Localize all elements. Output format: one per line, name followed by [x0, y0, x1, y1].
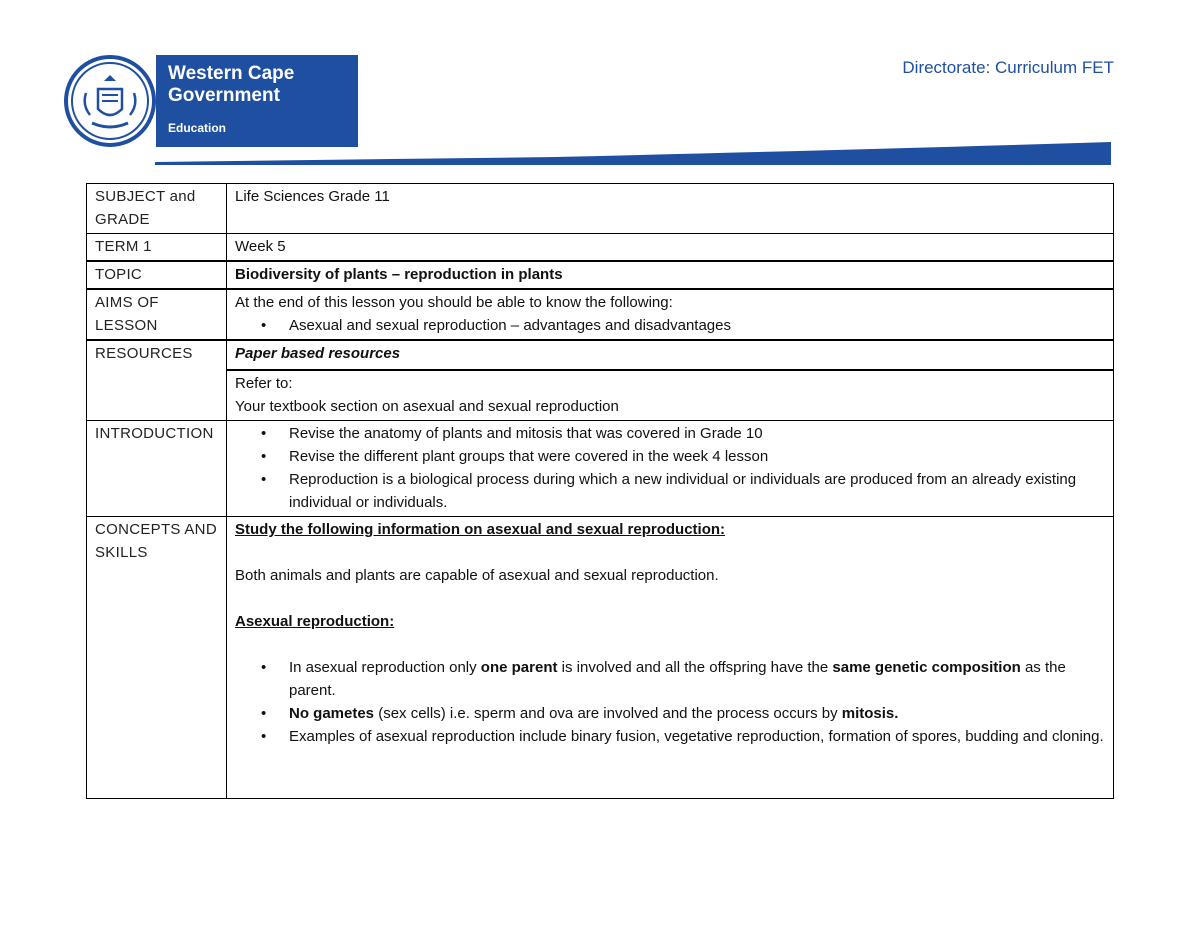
logo-line-3: Education: [168, 121, 227, 135]
resources-row: [87, 340, 1114, 370]
bold-text: same genetic composition: [832, 659, 1021, 676]
resources-detail: [227, 370, 1114, 421]
list-item: • Asexual and sexual reproduction – advantages and disadvantages: [289, 314, 1105, 337]
concepts-paragraph: Both animals and plants are capable of asexual and sexual reproduction.: [235, 567, 719, 584]
concepts-heading: Study the following information on asexual and sexual reproduction:: [235, 521, 726, 538]
topic-value: Biodiversity of plants – reproduction in plants: [227, 261, 1114, 289]
resources-text: Your textbook section on asexual and sexual reproduction: [235, 398, 619, 415]
term-value: Week 5: [227, 234, 1114, 262]
list-item: • Revise the anatomy of plants and mitosis that was covered in Grade 10: [289, 422, 1105, 445]
lesson-plan-table: [86, 183, 1114, 799]
subject-value: Life Sciences Grade 11: [227, 184, 1114, 234]
directorate-title: Directorate: Curriculum FET: [902, 58, 1114, 77]
list-item: • Reproduction is a biological process during which a new individual or individuals are produced from an already existing individual or individuals.: [289, 468, 1105, 514]
aims-label: AIMS OF LESSON: [87, 289, 227, 340]
list-item: [289, 702, 1105, 725]
topic-row: [87, 261, 1114, 289]
topic-label: TOPIC: [87, 261, 227, 289]
resources-label: RESOURCES: [87, 340, 227, 421]
introduction-label: INTRODUCTION: [87, 421, 227, 517]
resources-refer: Refer to:: [235, 375, 293, 392]
introduction-list: [235, 422, 1105, 514]
text-segment: In asexual reproduction only: [289, 659, 481, 676]
concepts-content: [227, 517, 1114, 799]
subject-label: SUBJECT and GRADE: [87, 184, 227, 234]
aims-intro: At the end of this lesson you should be able to know the following:: [235, 294, 673, 311]
logo-line-2: Government: [168, 85, 280, 106]
asexual-list: [235, 656, 1105, 748]
bold-text: mitosis.: [841, 705, 899, 722]
logo-text-panel: [156, 55, 358, 147]
bold-text: one parent: [480, 659, 558, 676]
term-label: TERM 1: [87, 234, 227, 262]
concepts-row: [87, 517, 1114, 799]
concepts-label: CONCEPTS AND SKILLS: [87, 517, 227, 799]
term-row: [87, 234, 1114, 262]
asexual-heading: Asexual reproduction:: [235, 613, 395, 630]
text-segment: as the parent.: [289, 659, 1066, 699]
coat-of-arms-icon: [64, 55, 156, 147]
bold-text: No gametes: [289, 705, 375, 722]
introduction-row: [87, 421, 1114, 517]
list-item: [289, 656, 1105, 702]
resources-detail-row: [87, 370, 1114, 421]
aims-row: [87, 289, 1114, 340]
government-logo: [64, 55, 358, 147]
list-item: • Revise the different plant groups that were covered in the week 4 lesson: [289, 445, 1105, 468]
aims-content: [227, 289, 1114, 340]
list-item: • Examples of asexual reproduction include binary fusion, vegetative reproduction, formation of spores, budding and cloning.: [289, 725, 1105, 748]
text-segment: (sex cells) i.e. sperm and ova are involved and the process occurs by: [374, 705, 842, 722]
subject-row: [87, 184, 1114, 234]
header-swoosh: [155, 140, 1113, 166]
introduction-content: [227, 421, 1114, 517]
text-segment: is involved and all the offspring have the: [557, 659, 833, 676]
logo-line-1: Western Cape: [168, 63, 295, 84]
aims-list: [235, 314, 1105, 337]
resources-heading: Paper based resources: [227, 340, 1114, 370]
